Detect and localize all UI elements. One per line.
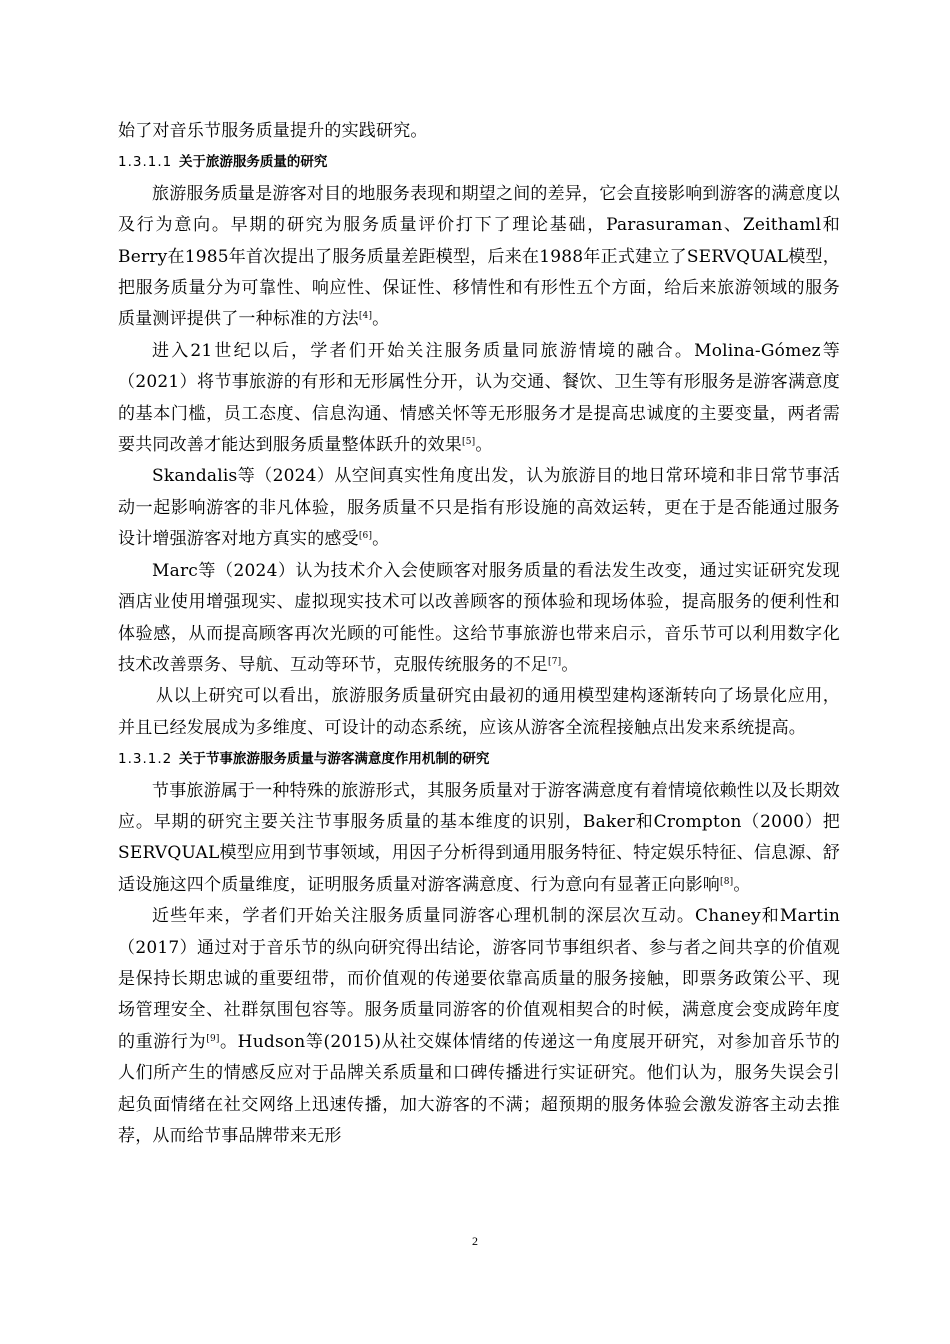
paragraph-summary: [118, 681, 840, 744]
paragraph-text: 从以上研究可以看出，旅游服务质量研究由最初的通用模型建构逐渐转向了场景化应用，并且已经发展成为多维度、可设计的动态系统，应该从游客全流程接触点出发来系统提高。: [118, 686, 840, 738]
paragraph-servqual: [118, 179, 840, 336]
citation-ref[interactable]: [9]: [206, 1033, 220, 1044]
paragraph-marc: [118, 556, 840, 682]
citation-ref[interactable]: [8]: [720, 876, 734, 887]
paragraph-text: Marc等（2024）认为技术介入会使顾客对服务质量的看法发生改变，通过实证研究发现酒店业使用增强现实、虚拟现实技术可以改善顾客的预体验和现场体验，提高服务的便利性和体验感，从而提高顾客再次光顾的可能性。这给节事旅游也带来启示，音乐节可以利用数字化技术改善票务、导航、互动等环节，克服传统服务的不足: [118, 560, 840, 675]
paragraph-end: 。: [475, 435, 493, 456]
paragraph-molina-gomez: [118, 336, 840, 462]
section-number: 1.3.1.2: [118, 751, 173, 768]
paragraph-skandalis: [118, 461, 840, 555]
paragraph-end: 。: [733, 874, 751, 895]
section-number: 1.3.1.1: [118, 154, 173, 171]
paragraph-baker-crompton: [118, 776, 840, 902]
paragraph-chaney-martin: [118, 901, 840, 1152]
page-content: [118, 116, 840, 1152]
section-heading-1-3-1-2: [118, 744, 840, 775]
citation-ref[interactable]: [7]: [548, 656, 562, 667]
paragraph-end: 。: [372, 309, 390, 330]
citation-ref[interactable]: [5]: [462, 437, 476, 448]
paragraph-text: 进入21世纪以后，学者们开始关注服务质量同旅游情境的融合。Molina-Gómez等（2021）将节事旅游的有形和无形属性分开，认为交通、餐饮、卫生等有形服务是游客满意度的基本门槛，员工态度、信息沟通、情感关怀等无形服务才是提高忠诚度的主要变量，两者需要共同改善才能达到服务质量整体跃升的效果: [118, 340, 840, 456]
paragraph-continuation: [118, 116, 840, 147]
paragraph-text: Skandalis等（2024）从空间真实性角度出发，认为旅游目的地日常环境和非日常节事活动一起影响游客的非凡体验，服务质量不只是指有形设施的高效运转，更在于是否能通过服务设计增强游客对地方真实的感受: [118, 466, 840, 550]
citation-ref[interactable]: [4]: [358, 311, 373, 322]
paragraph-text: 近些年来，学者们开始关注服务质量同游客心理机制的深层次互动。Chaney和Martin（2017）通过对于音乐节的纵向研究得出结论，游客同节事组织者、参与者之间共享的价值观是保持长期忠诚的重要纽带，而价值观的传递要依靠高质量的服务接触，即票务政策公平、现场管理安全、社群氛围包容等。服务质量同游客的价值观相契合的时候，满意度会变成跨年度的重游行为: [118, 906, 840, 1052]
paragraph-text: 节事旅游属于一种特殊的旅游形式，其服务质量对于游客满意度有着情境依赖性以及长期效应。早期的研究主要关注节事服务质量的基本维度的识别，Baker和Crompton（2000）把SERVQUAL模型应用到节事领域，用因子分析得到通用服务特征、特定娱乐特征、信息源、舒适设施这四个质量维度，证明服务质量对游客满意度、行为意向有显著正向影响: [118, 780, 840, 895]
paragraph-text: 始了对音乐节服务质量提升的实践研究。: [118, 121, 428, 141]
section-heading-1-3-1-1: [118, 147, 840, 178]
paragraph-end: 。: [561, 654, 579, 675]
section-title: 关于旅游服务质量的研究: [178, 154, 328, 171]
paragraph-text: 旅游服务质量是游客对目的地服务表现和期望之间的差异，它会直接影响到游客的满意度以及行为意向。早期的研究为服务质量评价打下了理论基础，Parasuraman、Zeithaml和Berry在1985年首次提出了服务质量差距模型，后来在1988年正式建立了SERVQUAL模型，把服务质量分为可靠性、响应性、保证性、移情性和有形性五个方面，给后来旅游领域的服务质量测评提供了一种标准的方法: [118, 183, 840, 330]
page-number: 2: [472, 1234, 478, 1248]
citation-ref[interactable]: [6]: [358, 531, 373, 542]
paragraph-text-continued: 。Hudson等(2015)从社交媒体情绪的传递这一角度展开研究，对参加音乐节的人们所产生的情感反应对于品牌关系质量和口碑传播进行实证研究。他们认为，服务失误会引起负面情绪在社交网络上迅速传播，加大游客的不满；超预期的服务体验会激发游客主动去推荐，从而给节事品牌带来无形: [118, 1031, 841, 1146]
section-title: 关于节事旅游服务质量与游客满意度作用机制的研究: [178, 751, 490, 768]
paragraph-end: 。: [372, 529, 390, 550]
